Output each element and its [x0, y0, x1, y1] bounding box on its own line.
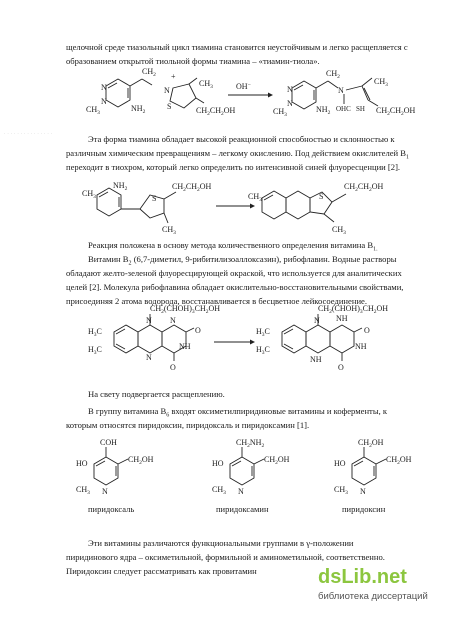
oxo-top: O: [364, 326, 370, 335]
nh2-label: $NH_2$: [316, 105, 331, 116]
ch2-label: $CH_2$: [326, 69, 340, 80]
ch2-label: $CH_2$: [142, 67, 156, 78]
ring-n-atom: N: [101, 83, 107, 92]
paragraph-line: образованием открытой тиольной формы тиамина – «тиамин-тиола».: [66, 56, 320, 66]
thiazole-ch3-label: $CH_3$: [199, 79, 213, 90]
paragraph-line: различным химическим превращениям – легкому окислению. Под действием окислителей $B_1$: [66, 148, 410, 161]
n10-atom: N: [146, 316, 152, 325]
nh-top: NH: [336, 314, 348, 323]
nh-mid: NH: [355, 342, 367, 351]
methyl-bottom: $H_3C$: [88, 345, 102, 356]
side-chain-label: $CH_2CH_2OH$: [376, 106, 416, 117]
thiazole-s-atom: S: [152, 194, 157, 203]
paragraph-line: обладают желто-зеленой флуоресцирующей окраской, что используется для аналитических: [66, 268, 402, 278]
reagent-label: OH−: [236, 82, 251, 91]
nh-label: NH: [179, 342, 191, 351]
oxo-top: O: [195, 326, 201, 335]
margin-note: · · · · · · · · · · · · · · ·: [4, 131, 53, 136]
pyridoxine-structure: [334, 438, 412, 496]
side-chain-label: $CH_2CH_2OH$: [172, 182, 212, 193]
pyridoxamine-name: пиридоксамин: [216, 504, 269, 514]
paragraph-line: которым относятся пиридоксин, пиридоксаль и пиридоксамин [1].: [66, 420, 310, 430]
pyridoxal-top-group: COH: [100, 438, 117, 447]
pyridoxine-name: пиридоксин: [342, 504, 386, 514]
thiazole-s-atom: S: [319, 192, 324, 201]
pyridoxal-structure: [76, 438, 154, 496]
side-chain-label: $CH_2CH_2OH$: [196, 106, 236, 117]
paragraph-line: Эти витамины различаются функциональными группами в γ-положении: [88, 538, 354, 548]
thiazole-s-atom: S: [167, 102, 172, 111]
paragraph-line: присоединяя 2 атома водорода, восстанавливается в бесцветное лейкосоединение.: [66, 296, 368, 306]
pyridoxal-ch2oh: $CH_2OH$: [128, 455, 154, 466]
paragraph-line: Эта форма тиамина обладает высокой реакционной способностью и склонностью к: [88, 134, 395, 144]
sh-label: SH: [356, 105, 365, 113]
ring-ch3-label: $CH_3$: [82, 189, 96, 200]
ring-n-atom: N: [101, 97, 107, 106]
thiazole-n-atom: N: [164, 86, 170, 95]
ring-n-atom: N: [287, 99, 293, 108]
pyridoxine-n: N: [360, 487, 366, 496]
paragraph-line: В группу витамина $B_6$ входят оксиметилпиридиновые витамины и коферменты, к: [88, 406, 388, 419]
pyridoxamine-top-group: $CH_2NH_2$: [236, 438, 265, 449]
paragraph-line: щелочной среде тиазольный цикл тиамина становится неустойчивым и легко расщепляется с: [66, 42, 408, 52]
nh2-label: $NH_2$: [131, 104, 146, 115]
pyridoxine-top-group: $CH_2OH$: [358, 438, 384, 449]
pyridoxine-ch2oh: $CH_2OH$: [386, 455, 412, 466]
pyridoxal-ho: HO: [76, 459, 88, 468]
oxo-bottom: O: [338, 363, 344, 372]
watermark-subtitle: библиотека диссертаций: [318, 591, 428, 602]
paragraph-line: Пиридоксин следует рассматривать как провитамин: [66, 566, 257, 576]
dslib-watermark[interactable]: [318, 566, 443, 606]
thiazole-ch3-label: $CH_3$: [162, 225, 176, 236]
ring-ch3-label: $CH_3$: [86, 105, 100, 116]
n1-atom: N: [170, 316, 176, 325]
plus-charge: +: [171, 72, 176, 81]
n10-atom: N: [314, 316, 320, 325]
n5-atom: N: [146, 353, 152, 362]
nh2-label: $NH_2$: [113, 181, 128, 192]
pyridoxal-name: пиридоксаль: [88, 504, 135, 514]
side-chain-label: $CH_2CH_2OH$: [344, 182, 384, 193]
pyridoxamine-structure: [212, 438, 290, 496]
paragraph-line: Витамин $B_2$ (6,7-диметил, 9-рибитилизоаллоксазин), рибофлавин. Водные растворы: [88, 254, 397, 267]
methyl-top: $H_3C$: [88, 327, 102, 338]
paragraph-line: целей [2]. Молекула рибофлавина обладает окислительно-восстановительными свойствами,: [66, 282, 404, 292]
ohc-label: OHC: [336, 105, 351, 113]
methyl-top: $H_3C$: [256, 327, 270, 338]
thiazole-ch3-label: $CH_3$: [332, 225, 346, 236]
nh-bottom: NH: [310, 355, 322, 364]
ring-ch3-label: $CH_3$: [248, 192, 262, 203]
pyridoxamine-ch3: $CH_3$: [212, 485, 226, 496]
watermark-logo: dsLib.net: [318, 566, 407, 588]
ch3-label: $CH_3$: [374, 77, 388, 88]
pyridoxine-ho: HO: [334, 459, 346, 468]
paragraph-line: переходит в тиохром, который легко определить по интенсивной синей флуоресценции [2].: [66, 162, 401, 172]
ring-n-atom: N: [287, 85, 293, 94]
pyridoxal-n: N: [102, 487, 108, 496]
open-n-atom: N: [338, 86, 344, 95]
ring-ch3-label: $CH_3$: [273, 107, 287, 118]
ribityl-chain: $CH_2(CHOH)_3CH_2OH$: [318, 304, 389, 315]
pyridoxamine-ho: HO: [212, 459, 224, 468]
oxo-bottom: O: [170, 363, 176, 372]
paragraph-line: пиридинового ядра – оксиметильной, формильной и аминометильной, соответственно.: [66, 552, 385, 562]
pyridoxine-ch3: $CH_3$: [334, 485, 348, 496]
ribityl-chain: $CH_2(CHOH)_3CH_2OH$: [150, 304, 221, 315]
pyridoxal-ch3: $CH_3$: [76, 485, 90, 496]
methyl-bottom: $H_3C$: [256, 345, 270, 356]
paragraph-line: На свету подвергается расщеплению.: [88, 389, 225, 399]
pyridoxamine-ch2oh: $CH_2OH$: [264, 455, 290, 466]
paragraph-line: Реакция положена в основу метода количественного определения витамина $B_{1.}$: [88, 240, 378, 253]
pyridoxamine-n: N: [238, 487, 244, 496]
